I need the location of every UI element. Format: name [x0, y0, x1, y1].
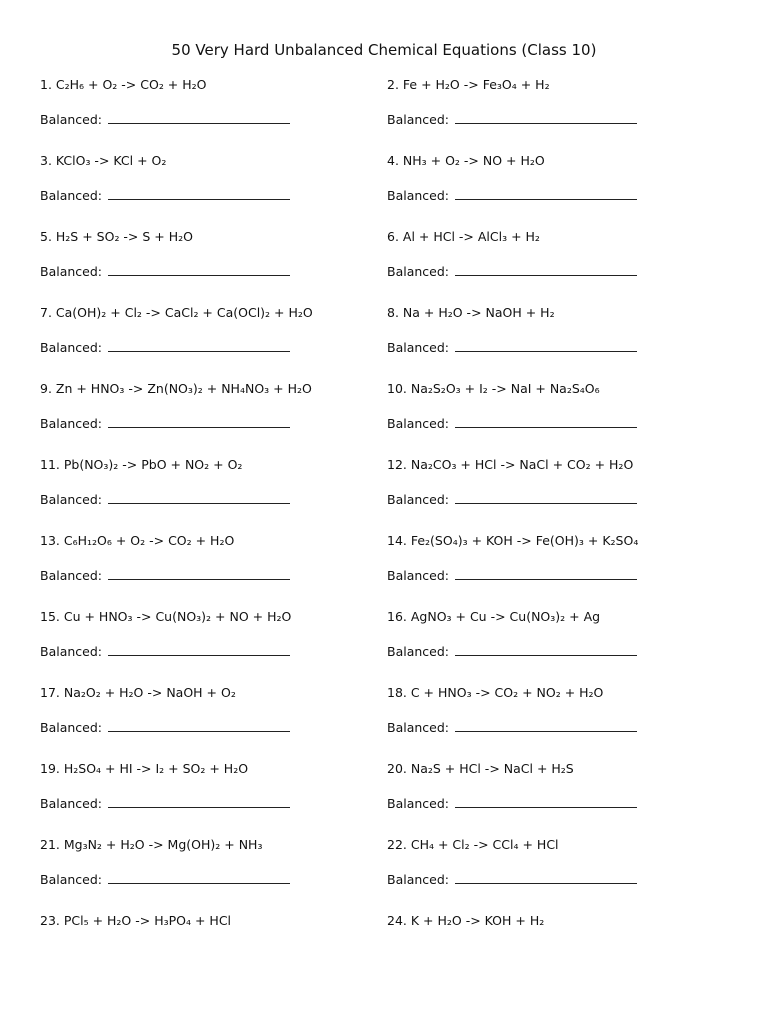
equation-item	[387, 456, 727, 508]
balanced-label: Balanced:	[40, 416, 102, 431]
equation-item	[40, 608, 380, 660]
equation-text: 20. Na₂S + HCl -> NaCl + H₂S	[387, 761, 574, 776]
equation-text: 24. K + H₂O -> KOH + H₂	[387, 913, 545, 928]
equation-item	[387, 304, 727, 356]
balanced-line	[40, 718, 380, 736]
answer-blank	[455, 414, 637, 428]
answer-blank	[108, 642, 290, 656]
balanced-label: Balanced:	[387, 112, 449, 127]
answer-blank	[455, 338, 637, 352]
balanced-label: Balanced:	[40, 264, 102, 279]
equation-item	[40, 760, 380, 812]
balanced-line	[40, 110, 380, 128]
equation-text: 12. Na₂CO₃ + HCl -> NaCl + CO₂ + H₂O	[387, 457, 634, 472]
balanced-label: Balanced:	[387, 264, 449, 279]
answer-blank	[455, 642, 637, 656]
equation-text: 19. H₂SO₄ + HI -> I₂ + SO₂ + H₂O	[40, 761, 249, 776]
balanced-label: Balanced:	[40, 188, 102, 203]
balanced-line	[387, 870, 727, 888]
balanced-line	[40, 870, 380, 888]
equation-row	[40, 608, 740, 684]
equation-text: 3. KClO₃ -> KCl + O₂	[40, 153, 167, 168]
equation-text: 4. NH₃ + O₂ -> NO + H₂O	[387, 153, 545, 168]
balanced-label: Balanced:	[40, 720, 102, 735]
answer-blank	[108, 110, 290, 124]
equation-text: 18. C + HNO₃ -> CO₂ + NO₂ + H₂O	[387, 685, 604, 700]
equation-text: 7. Ca(OH)₂ + Cl₂ -> CaCl₂ + Ca(OCl)₂ + H₂O	[40, 305, 313, 320]
equation-item	[40, 380, 380, 432]
balanced-line	[387, 718, 727, 736]
balanced-label: Balanced:	[387, 568, 449, 583]
balanced-label: Balanced:	[387, 644, 449, 659]
balanced-line	[40, 414, 380, 432]
balanced-label: Balanced:	[40, 796, 102, 811]
balanced-line	[40, 338, 380, 356]
equation-text: 11. Pb(NO₃)₂ -> PbO + NO₂ + O₂	[40, 457, 243, 472]
balanced-line	[40, 566, 380, 584]
equation-row	[40, 380, 740, 456]
answer-blank	[455, 262, 637, 276]
equation-item	[40, 912, 380, 930]
equation-text: 2. Fe + H₂O -> Fe₃O₄ + H₂	[387, 77, 550, 92]
answer-blank	[108, 186, 290, 200]
equation-text: 6. Al + HCl -> AlCl₃ + H₂	[387, 229, 540, 244]
equation-grid	[40, 76, 740, 988]
balanced-label: Balanced:	[40, 112, 102, 127]
equation-text: 13. C₆H₁₂O₆ + O₂ -> CO₂ + H₂O	[40, 533, 235, 548]
balanced-label: Balanced:	[387, 872, 449, 887]
balanced-label: Balanced:	[387, 416, 449, 431]
equation-text: 5. H₂S + SO₂ -> S + H₂O	[40, 229, 193, 244]
equation-item	[40, 304, 380, 356]
equation-text: 10. Na₂S₂O₃ + I₂ -> NaI + Na₂S₄O₆	[387, 381, 600, 396]
balanced-line	[387, 186, 727, 204]
answer-blank	[108, 718, 290, 732]
equation-row	[40, 304, 740, 380]
answer-blank	[455, 110, 637, 124]
answer-blank	[455, 490, 637, 504]
equation-item	[387, 912, 727, 930]
answer-blank	[108, 490, 290, 504]
answer-blank	[108, 262, 290, 276]
balanced-line	[387, 566, 727, 584]
equation-row	[40, 228, 740, 304]
balanced-line	[40, 794, 380, 812]
balanced-line	[40, 642, 380, 660]
equation-text: 9. Zn + HNO₃ -> Zn(NO₃)₂ + NH₄NO₃ + H₂O	[40, 381, 312, 396]
equation-item	[387, 684, 727, 736]
balanced-line	[387, 490, 727, 508]
equation-item	[387, 228, 727, 280]
balanced-line	[387, 338, 727, 356]
equation-text: 23. PCl₅ + H₂O -> H₃PO₄ + HCl	[40, 913, 232, 928]
balanced-label: Balanced:	[40, 568, 102, 583]
answer-blank	[455, 718, 637, 732]
equation-item	[40, 684, 380, 736]
balanced-label: Balanced:	[387, 492, 449, 507]
equation-text: 17. Na₂O₂ + H₂O -> NaOH + O₂	[40, 685, 236, 700]
equation-row	[40, 76, 740, 152]
answer-blank	[108, 338, 290, 352]
balanced-line	[387, 414, 727, 432]
equation-row	[40, 456, 740, 532]
equation-item	[387, 836, 727, 888]
balanced-label: Balanced:	[387, 340, 449, 355]
equation-item	[387, 532, 727, 584]
equation-item	[40, 76, 380, 128]
balanced-label: Balanced:	[40, 872, 102, 887]
equation-row	[40, 760, 740, 836]
answer-blank	[108, 794, 290, 808]
equation-text: 14. Fe₂(SO₄)₃ + KOH -> Fe(OH)₃ + K₂SO₄	[387, 533, 639, 548]
balanced-label: Balanced:	[387, 188, 449, 203]
equation-item	[40, 456, 380, 508]
balanced-label: Balanced:	[387, 720, 449, 735]
answer-blank	[455, 186, 637, 200]
page-title: 50 Very Hard Unbalanced Chemical Equations (Class 10)	[171, 41, 597, 59]
equation-row	[40, 684, 740, 760]
balanced-label: Balanced:	[40, 644, 102, 659]
balanced-line	[40, 490, 380, 508]
answer-blank	[108, 566, 290, 580]
equation-row	[40, 912, 740, 988]
equation-item	[40, 836, 380, 888]
equation-row	[40, 836, 740, 912]
balanced-label: Balanced:	[387, 796, 449, 811]
answer-blank	[108, 414, 290, 428]
equation-item	[387, 380, 727, 432]
answer-blank	[455, 794, 637, 808]
equation-item	[40, 228, 380, 280]
answer-blank	[455, 566, 637, 580]
equation-row	[40, 152, 740, 228]
answer-blank	[108, 870, 290, 884]
equation-text: 15. Cu + HNO₃ -> Cu(NO₃)₂ + NO + H₂O	[40, 609, 292, 624]
balanced-label: Balanced:	[40, 340, 102, 355]
equation-text: 1. C₂H₆ + O₂ -> CO₂ + H₂O	[40, 77, 207, 92]
equation-item	[40, 152, 380, 204]
equation-row	[40, 532, 740, 608]
balanced-label: Balanced:	[40, 492, 102, 507]
equation-text: 21. Mg₃N₂ + H₂O -> Mg(OH)₂ + NH₃	[40, 837, 263, 852]
balanced-line	[40, 262, 380, 280]
equation-text: 16. AgNO₃ + Cu -> Cu(NO₃)₂ + Ag	[387, 609, 601, 624]
balanced-line	[40, 186, 380, 204]
equation-item	[387, 608, 727, 660]
equation-text: 22. CH₄ + Cl₂ -> CCl₄ + HCl	[387, 837, 559, 852]
equation-item	[387, 76, 727, 128]
equation-text: 8. Na + H₂O -> NaOH + H₂	[387, 305, 555, 320]
equation-item	[387, 760, 727, 812]
balanced-line	[387, 642, 727, 660]
answer-blank	[455, 870, 637, 884]
balanced-line	[387, 262, 727, 280]
balanced-line	[387, 110, 727, 128]
equation-item	[387, 152, 727, 204]
equation-item	[40, 532, 380, 584]
balanced-line	[387, 794, 727, 812]
